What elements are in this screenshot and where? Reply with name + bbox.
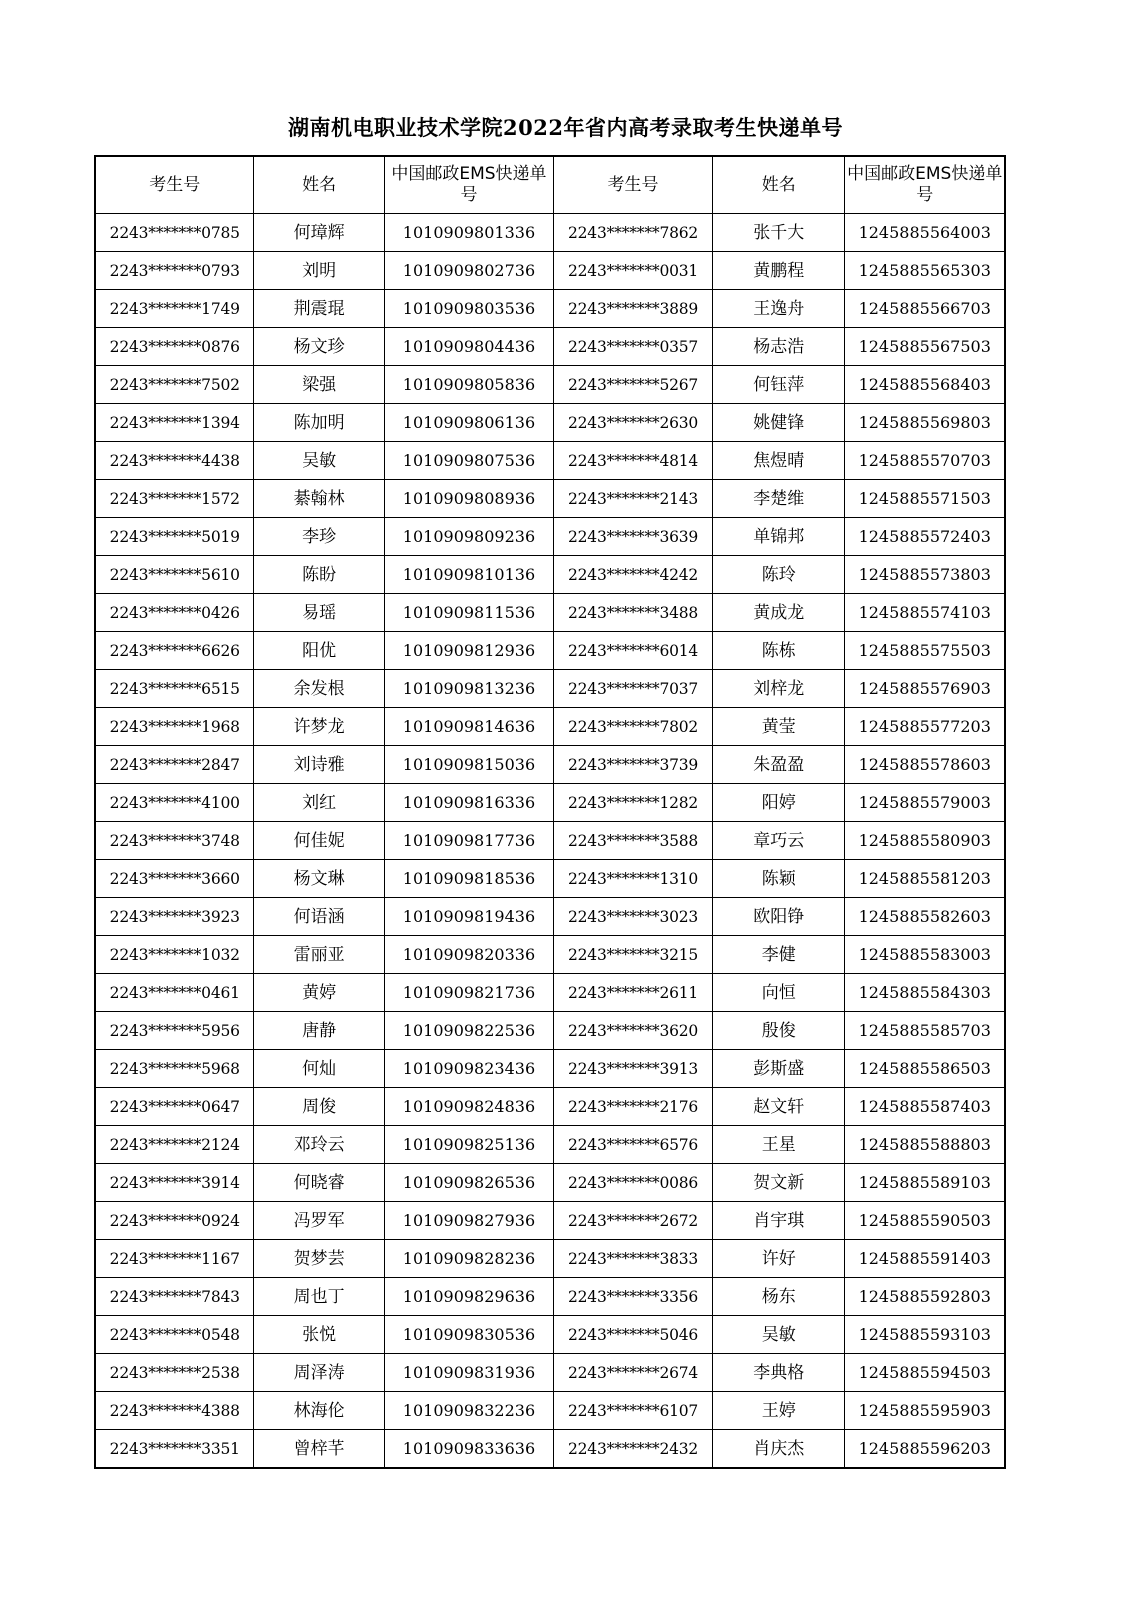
name-cell: 许好 xyxy=(713,1240,845,1278)
ems-number-cell: 1245885574103 xyxy=(845,594,1005,632)
name-cell: 肖庆杰 xyxy=(713,1430,845,1469)
header-name: 姓名 xyxy=(713,156,845,214)
name-cell: 何佳妮 xyxy=(254,822,384,860)
header-candidate-id: 考生号 xyxy=(554,156,713,214)
candidate-id-cell: 2243*******3639 xyxy=(554,518,713,556)
name-cell: 殷俊 xyxy=(713,1012,845,1050)
table-row xyxy=(95,1240,1005,1278)
ems-number-cell: 1245885585703 xyxy=(845,1012,1005,1050)
name-cell: 姚健锋 xyxy=(713,404,845,442)
ems-number-cell: 1245885581203 xyxy=(845,860,1005,898)
table-row xyxy=(95,784,1005,822)
ems-number-cell: 1010909805836 xyxy=(384,366,553,404)
candidate-id-cell: 2243*******4242 xyxy=(554,556,713,594)
name-cell: 陈加明 xyxy=(254,404,384,442)
name-cell: 章巧云 xyxy=(713,822,845,860)
name-cell: 阳优 xyxy=(254,632,384,670)
name-cell: 荆震琨 xyxy=(254,290,384,328)
name-cell: 何晓睿 xyxy=(254,1164,384,1202)
ems-number-cell: 1010909807536 xyxy=(384,442,553,480)
ems-number-cell: 1245885594503 xyxy=(845,1354,1005,1392)
name-cell: 陈玲 xyxy=(713,556,845,594)
candidate-id-cell: 2243*******6107 xyxy=(554,1392,713,1430)
page-title: 湖南机电职业技术学院2022年省内高考录取考生快递单号 xyxy=(288,115,843,140)
candidate-id-cell: 2243*******7037 xyxy=(554,670,713,708)
name-cell: 陈栋 xyxy=(713,632,845,670)
table-row xyxy=(95,442,1005,480)
candidate-id-cell: 2243*******3913 xyxy=(554,1050,713,1088)
name-cell: 唐静 xyxy=(254,1012,384,1050)
candidate-id-cell: 2243*******1032 xyxy=(95,936,254,974)
candidate-id-cell: 2243*******7502 xyxy=(95,366,254,404)
name-cell: 赵文轩 xyxy=(713,1088,845,1126)
candidate-id-cell: 2243*******0876 xyxy=(95,328,254,366)
name-cell: 杨文琳 xyxy=(254,860,384,898)
candidate-id-cell: 2243*******1572 xyxy=(95,480,254,518)
table-header-row xyxy=(95,156,1005,214)
ems-number-cell: 1010909821736 xyxy=(384,974,553,1012)
table-body xyxy=(95,214,1005,1469)
table-row xyxy=(95,822,1005,860)
candidate-id-cell: 2243*******0461 xyxy=(95,974,254,1012)
ems-number-cell: 1010909802736 xyxy=(384,252,553,290)
name-cell: 杨文珍 xyxy=(254,328,384,366)
table-row xyxy=(95,214,1005,252)
shipping-table xyxy=(94,155,1006,1469)
candidate-id-cell: 2243*******5267 xyxy=(554,366,713,404)
candidate-id-cell: 2243*******3023 xyxy=(554,898,713,936)
name-cell: 向恒 xyxy=(713,974,845,1012)
ems-number-cell: 1010909813236 xyxy=(384,670,553,708)
ems-number-cell: 1010909831936 xyxy=(384,1354,553,1392)
table-row xyxy=(95,860,1005,898)
ems-number-cell: 1245885569803 xyxy=(845,404,1005,442)
name-cell: 刘诗雅 xyxy=(254,746,384,784)
name-cell: 邓玲云 xyxy=(254,1126,384,1164)
table-row xyxy=(95,1050,1005,1088)
table-row xyxy=(95,1012,1005,1050)
ems-number-cell: 1245885588803 xyxy=(845,1126,1005,1164)
candidate-id-cell: 2243*******2630 xyxy=(554,404,713,442)
table-row xyxy=(95,328,1005,366)
ems-number-cell: 1245885584303 xyxy=(845,974,1005,1012)
candidate-id-cell: 2243*******3739 xyxy=(554,746,713,784)
name-cell: 雷丽亚 xyxy=(254,936,384,974)
candidate-id-cell: 2243*******5019 xyxy=(95,518,254,556)
ems-number-cell: 1245885582603 xyxy=(845,898,1005,936)
ems-number-cell: 1245885593103 xyxy=(845,1316,1005,1354)
header-name: 姓名 xyxy=(254,156,384,214)
ems-number-cell: 1245885568403 xyxy=(845,366,1005,404)
table-row xyxy=(95,252,1005,290)
name-cell: 许梦龙 xyxy=(254,708,384,746)
candidate-id-cell: 2243*******3356 xyxy=(554,1278,713,1316)
candidate-id-cell: 2243*******1167 xyxy=(95,1240,254,1278)
table-row xyxy=(95,1278,1005,1316)
candidate-id-cell: 2243*******1394 xyxy=(95,404,254,442)
ems-number-cell: 1010909820336 xyxy=(384,936,553,974)
ems-number-cell: 1010909810136 xyxy=(384,556,553,594)
ems-number-cell: 1010909830536 xyxy=(384,1316,553,1354)
ems-number-cell: 1010909825136 xyxy=(384,1126,553,1164)
candidate-id-cell: 2243*******3588 xyxy=(554,822,713,860)
name-cell: 李典格 xyxy=(713,1354,845,1392)
ems-number-cell: 1010909801336 xyxy=(384,214,553,252)
candidate-id-cell: 2243*******1749 xyxy=(95,290,254,328)
name-cell: 李楚维 xyxy=(713,480,845,518)
candidate-id-cell: 2243*******2124 xyxy=(95,1126,254,1164)
table-row xyxy=(95,1430,1005,1469)
table-row xyxy=(95,708,1005,746)
name-cell: 何灿 xyxy=(254,1050,384,1088)
ems-number-cell: 1245885595903 xyxy=(845,1392,1005,1430)
name-cell: 何璋辉 xyxy=(254,214,384,252)
candidate-id-cell: 2243*******2847 xyxy=(95,746,254,784)
candidate-id-cell: 2243*******2674 xyxy=(554,1354,713,1392)
table-row xyxy=(95,898,1005,936)
table-row xyxy=(95,1202,1005,1240)
candidate-id-cell: 2243*******3889 xyxy=(554,290,713,328)
name-cell: 余发根 xyxy=(254,670,384,708)
candidate-id-cell: 2243*******0924 xyxy=(95,1202,254,1240)
name-cell: 梁强 xyxy=(254,366,384,404)
ems-number-cell: 1010909803536 xyxy=(384,290,553,328)
name-cell: 綦翰林 xyxy=(254,480,384,518)
candidate-id-cell: 2243*******3923 xyxy=(95,898,254,936)
ems-number-cell: 1010909815036 xyxy=(384,746,553,784)
candidate-id-cell: 2243*******7843 xyxy=(95,1278,254,1316)
ems-number-cell: 1010909829636 xyxy=(384,1278,553,1316)
candidate-id-cell: 2243*******6576 xyxy=(554,1126,713,1164)
name-cell: 肖宇琪 xyxy=(713,1202,845,1240)
candidate-id-cell: 2243*******3351 xyxy=(95,1430,254,1469)
candidate-id-cell: 2243*******3833 xyxy=(554,1240,713,1278)
name-cell: 杨东 xyxy=(713,1278,845,1316)
candidate-id-cell: 2243*******2611 xyxy=(554,974,713,1012)
ems-number-cell: 1245885576903 xyxy=(845,670,1005,708)
name-cell: 彭斯盛 xyxy=(713,1050,845,1088)
candidate-id-cell: 2243*******5956 xyxy=(95,1012,254,1050)
table-row xyxy=(95,404,1005,442)
candidate-id-cell: 2243*******0426 xyxy=(95,594,254,632)
ems-number-cell: 1245885575503 xyxy=(845,632,1005,670)
candidate-id-cell: 2243*******6626 xyxy=(95,632,254,670)
ems-number-cell: 1245885590503 xyxy=(845,1202,1005,1240)
candidate-id-cell: 2243*******4100 xyxy=(95,784,254,822)
ems-number-cell: 1010909819436 xyxy=(384,898,553,936)
ems-number-cell: 1010909826536 xyxy=(384,1164,553,1202)
name-cell: 单锦邦 xyxy=(713,518,845,556)
name-cell: 黄莹 xyxy=(713,708,845,746)
name-cell: 朱盈盈 xyxy=(713,746,845,784)
table-row xyxy=(95,974,1005,1012)
name-cell: 贺梦芸 xyxy=(254,1240,384,1278)
ems-number-cell: 1245885572403 xyxy=(845,518,1005,556)
table-row xyxy=(95,556,1005,594)
ems-number-cell: 1245885577203 xyxy=(845,708,1005,746)
name-cell: 杨志浩 xyxy=(713,328,845,366)
candidate-id-cell: 2243*******5046 xyxy=(554,1316,713,1354)
table-row xyxy=(95,1392,1005,1430)
table-row xyxy=(95,936,1005,974)
name-cell: 周俊 xyxy=(254,1088,384,1126)
ems-number-cell: 1010909812936 xyxy=(384,632,553,670)
ems-number-cell: 1010909832236 xyxy=(384,1392,553,1430)
candidate-id-cell: 2243*******0086 xyxy=(554,1164,713,1202)
candidate-id-cell: 2243*******7802 xyxy=(554,708,713,746)
candidate-id-cell: 2243*******2538 xyxy=(95,1354,254,1392)
candidate-id-cell: 2243*******3748 xyxy=(95,822,254,860)
candidate-id-cell: 2243*******2176 xyxy=(554,1088,713,1126)
header-ems-number: 中国邮政EMS快递单号 xyxy=(384,156,553,214)
table-row xyxy=(95,670,1005,708)
candidate-id-cell: 2243*******1282 xyxy=(554,784,713,822)
candidate-id-cell: 2243*******6014 xyxy=(554,632,713,670)
name-cell: 王婷 xyxy=(713,1392,845,1430)
candidate-id-cell: 2243*******3660 xyxy=(95,860,254,898)
ems-number-cell: 1010909822536 xyxy=(384,1012,553,1050)
ems-number-cell: 1010909811536 xyxy=(384,594,553,632)
name-cell: 陈颖 xyxy=(713,860,845,898)
ems-number-cell: 1245885596203 xyxy=(845,1430,1005,1469)
candidate-id-cell: 2243*******0357 xyxy=(554,328,713,366)
ems-number-cell: 1245885578603 xyxy=(845,746,1005,784)
table-row xyxy=(95,518,1005,556)
ems-number-cell: 1010909828236 xyxy=(384,1240,553,1278)
candidate-id-cell: 2243*******2143 xyxy=(554,480,713,518)
table-row xyxy=(95,632,1005,670)
table-row xyxy=(95,1126,1005,1164)
table-row xyxy=(95,594,1005,632)
ems-number-cell: 1245885573803 xyxy=(845,556,1005,594)
name-cell: 黄成龙 xyxy=(713,594,845,632)
table-row xyxy=(95,366,1005,404)
ems-number-cell: 1245885587403 xyxy=(845,1088,1005,1126)
candidate-id-cell: 2243*******4438 xyxy=(95,442,254,480)
candidate-id-cell: 2243*******1968 xyxy=(95,708,254,746)
candidate-id-cell: 2243*******2432 xyxy=(554,1430,713,1469)
candidate-id-cell: 2243*******0031 xyxy=(554,252,713,290)
ems-number-cell: 1245885566703 xyxy=(845,290,1005,328)
ems-number-cell: 1010909816336 xyxy=(384,784,553,822)
name-cell: 周也丁 xyxy=(254,1278,384,1316)
name-cell: 陈盼 xyxy=(254,556,384,594)
name-cell: 刘明 xyxy=(254,252,384,290)
candidate-id-cell: 2243*******0785 xyxy=(95,214,254,252)
ems-number-cell: 1245885586503 xyxy=(845,1050,1005,1088)
name-cell: 王星 xyxy=(713,1126,845,1164)
ems-number-cell: 1010909814636 xyxy=(384,708,553,746)
ems-number-cell: 1010909804436 xyxy=(384,328,553,366)
name-cell: 何语涵 xyxy=(254,898,384,936)
name-cell: 吴敏 xyxy=(254,442,384,480)
name-cell: 贺文新 xyxy=(713,1164,845,1202)
table-row xyxy=(95,1088,1005,1126)
ems-number-cell: 1245885583003 xyxy=(845,936,1005,974)
header-candidate-id: 考生号 xyxy=(95,156,254,214)
ems-number-cell: 1245885591403 xyxy=(845,1240,1005,1278)
name-cell: 林海伦 xyxy=(254,1392,384,1430)
table-row xyxy=(95,480,1005,518)
candidate-id-cell: 2243*******0647 xyxy=(95,1088,254,1126)
ems-number-cell: 1245885579003 xyxy=(845,784,1005,822)
table-row xyxy=(95,1164,1005,1202)
header-ems-number: 中国邮政EMS快递单号 xyxy=(845,156,1005,214)
name-cell: 王逸舟 xyxy=(713,290,845,328)
candidate-id-cell: 2243*******5968 xyxy=(95,1050,254,1088)
candidate-id-cell: 2243*******2672 xyxy=(554,1202,713,1240)
candidate-id-cell: 2243*******7862 xyxy=(554,214,713,252)
name-cell: 张千大 xyxy=(713,214,845,252)
name-cell: 吴敏 xyxy=(713,1316,845,1354)
name-cell: 阳婷 xyxy=(713,784,845,822)
name-cell: 黄鹏程 xyxy=(713,252,845,290)
ems-number-cell: 1245885592803 xyxy=(845,1278,1005,1316)
ems-number-cell: 1010909809236 xyxy=(384,518,553,556)
candidate-id-cell: 2243*******5610 xyxy=(95,556,254,594)
name-cell: 周泽涛 xyxy=(254,1354,384,1392)
ems-number-cell: 1245885570703 xyxy=(845,442,1005,480)
ems-number-cell: 1245885565303 xyxy=(845,252,1005,290)
ems-number-cell: 1010909833636 xyxy=(384,1430,553,1469)
ems-number-cell: 1245885580903 xyxy=(845,822,1005,860)
ems-number-cell: 1245885589103 xyxy=(845,1164,1005,1202)
ems-number-cell: 1010909817736 xyxy=(384,822,553,860)
name-cell: 欧阳铮 xyxy=(713,898,845,936)
candidate-id-cell: 2243*******6515 xyxy=(95,670,254,708)
name-cell: 张悦 xyxy=(254,1316,384,1354)
name-cell: 冯罗军 xyxy=(254,1202,384,1240)
candidate-id-cell: 2243*******0793 xyxy=(95,252,254,290)
table-row xyxy=(95,290,1005,328)
ems-number-cell: 1010909827936 xyxy=(384,1202,553,1240)
ems-number-cell: 1010909818536 xyxy=(384,860,553,898)
name-cell: 刘梓龙 xyxy=(713,670,845,708)
table-row xyxy=(95,746,1005,784)
name-cell: 曾梓芊 xyxy=(254,1430,384,1469)
name-cell: 李珍 xyxy=(254,518,384,556)
name-cell: 焦煜晴 xyxy=(713,442,845,480)
name-cell: 易瑶 xyxy=(254,594,384,632)
name-cell: 刘红 xyxy=(254,784,384,822)
name-cell: 黄婷 xyxy=(254,974,384,1012)
candidate-id-cell: 2243*******3620 xyxy=(554,1012,713,1050)
ems-number-cell: 1010909806136 xyxy=(384,404,553,442)
ems-number-cell: 1010909823436 xyxy=(384,1050,553,1088)
candidate-id-cell: 2243*******3215 xyxy=(554,936,713,974)
ems-number-cell: 1245885571503 xyxy=(845,480,1005,518)
candidate-id-cell: 2243*******1310 xyxy=(554,860,713,898)
table-row xyxy=(95,1354,1005,1392)
ems-number-cell: 1010909808936 xyxy=(384,480,553,518)
candidate-id-cell: 2243*******0548 xyxy=(95,1316,254,1354)
candidate-id-cell: 2243*******3488 xyxy=(554,594,713,632)
name-cell: 李健 xyxy=(713,936,845,974)
candidate-id-cell: 2243*******4814 xyxy=(554,442,713,480)
ems-number-cell: 1010909824836 xyxy=(384,1088,553,1126)
candidate-id-cell: 2243*******3914 xyxy=(95,1164,254,1202)
ems-number-cell: 1245885567503 xyxy=(845,328,1005,366)
ems-number-cell: 1245885564003 xyxy=(845,214,1005,252)
name-cell: 何钰萍 xyxy=(713,366,845,404)
table-row xyxy=(95,1316,1005,1354)
candidate-id-cell: 2243*******4388 xyxy=(95,1392,254,1430)
